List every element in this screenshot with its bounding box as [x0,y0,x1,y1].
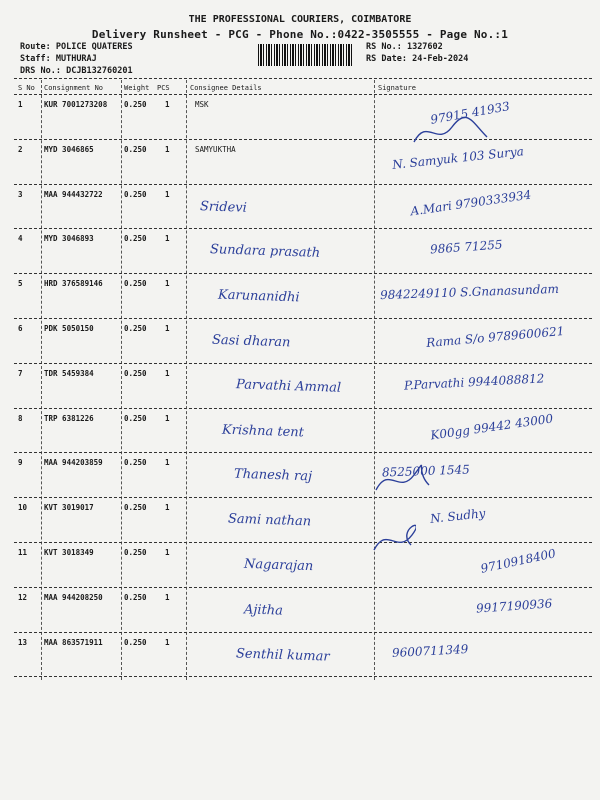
col-divider [41,80,42,680]
row-sno: 8 [18,413,23,423]
row-consignment: MAA 944208250 [44,592,103,602]
row-handwritten-name: Sridevi [199,198,248,216]
row-weight: 0.250 [124,234,147,244]
row-sno: 5 [18,279,23,289]
row-weight: 0.250 [124,592,147,602]
header-rule-top [14,78,592,79]
row-pcs: 1 [165,637,170,647]
signature-scribble [412,112,492,152]
row-weight: 0.250 [124,100,147,109]
row-weight: 0.250 [124,637,147,647]
row-pcs: 1 [165,279,170,289]
row-rule [14,139,592,140]
row-sno: 6 [18,324,23,333]
col-consignee: Consignee Details [190,84,262,92]
row-signature: 9917190936 [475,596,553,616]
row-pcs: 1 [165,234,170,244]
row-handwritten-name: Sasi dharan [211,332,291,351]
row-signature: 9710918400 [479,546,557,576]
row-sno: 13 [18,637,28,647]
col-divider [186,80,187,680]
row-rule [14,497,592,498]
row-pcs: 1 [165,100,170,109]
row-sno: 11 [18,548,28,557]
header-rule-bottom [14,94,592,95]
col-divider [374,80,375,680]
signature-scribble [374,460,434,500]
rs-no-value: 1327602 [406,42,443,52]
route-line: Route: POLICE QUATERES [20,42,133,52]
row-signature: Rama S/o 9789600621 [425,323,565,351]
row-consignment: MAA 944203859 [44,458,103,468]
row-rule [14,587,592,588]
row-pcs: 1 [165,458,170,468]
row-signature: 9865 71255 [429,237,503,257]
row-rule [14,542,592,543]
row-signature: N. Sudhy [429,506,487,527]
row-rule [14,273,592,274]
row-sno: 2 [18,144,23,154]
rs-no-line: RS No.: 1327602 [366,42,443,52]
row-consignee: MSK [195,100,209,109]
row-signature: 97915 41933 [429,99,511,127]
staff-line: Staff: MUTHURAJ [20,54,97,64]
row-handwritten-name: Sundara prasath [209,242,321,262]
row-consignment: PDK 5050150 [44,324,94,333]
row-rule [14,318,592,319]
col-consignment: Consignment No [44,84,104,92]
row-handwritten-name: Thanesh raj [233,467,313,485]
row-sno: 1 [18,100,23,109]
row-sno: 9 [18,458,23,468]
row-rule [14,228,592,229]
row-sno: 12 [18,592,28,602]
row-sno: 10 [18,503,28,513]
barcode [258,44,354,66]
row-sno: 3 [18,189,23,199]
row-consignment: MAA 863571911 [44,637,103,647]
row-pcs: 1 [165,503,170,513]
row-pcs: 1 [165,144,170,154]
signature-scribble [372,520,416,560]
row-consignment: MYD 3046865 [44,144,94,154]
row-rule [14,408,592,409]
row-consignee: SAMYUKTHA [195,144,236,154]
row-weight: 0.250 [124,548,147,557]
rs-date-line: RS Date: 24-Feb-2024 [366,54,469,64]
row-rule [14,632,592,633]
row-signature: 8525000 1545 [381,462,471,480]
row-rule [14,676,592,677]
row-signature: N. Samyuk 103 Surya [391,143,525,172]
col-divider [121,80,122,680]
col-weight: Weight [124,84,150,92]
route-value: POLICE QUATERES [55,42,133,52]
row-consignment: HRD 376589146 [44,279,103,289]
drs-line: DRS No.: DCJB132760201 [20,66,133,76]
row-signature: P.Parvathi 9944088812 [403,371,545,393]
row-handwritten-name: Karunanidhi [217,287,300,306]
row-pcs: 1 [165,368,170,378]
row-consignment: KVT 3018349 [44,548,94,557]
row-weight: 0.250 [124,368,147,378]
row-rule [14,184,592,185]
row-pcs: 1 [165,592,170,602]
row-signature: 9600711349 [391,641,469,660]
row-signature: A.Mari 9790333934 [409,187,533,218]
row-pcs: 1 [165,189,170,199]
row-consignment: MYD 3046893 [44,234,94,244]
row-consignment: TRP 6381226 [44,413,94,423]
row-handwritten-name: Krishna tent [221,422,305,441]
row-weight: 0.250 [124,324,147,333]
row-rule [14,363,592,364]
row-handwritten-name: Parvathi Ammal [235,376,342,396]
col-signature: Signature [378,84,416,92]
row-pcs: 1 [165,413,170,423]
rs-date-value: 24-Feb-2024 [412,54,469,64]
row-pcs: 1 [165,324,170,333]
col-sno: S No [18,84,35,92]
row-sno: 4 [18,234,23,244]
row-signature: 9842249110 S.Gnanasundam [379,282,560,303]
row-weight: 0.250 [124,189,147,199]
row-consignment: MAA 944432722 [44,189,103,199]
col-pcs: PCS [157,84,170,92]
row-weight: 0.250 [124,458,147,468]
company-title: THE PROFESSIONAL COURIERS, COIMBATORE [188,14,412,25]
row-handwritten-name: Ajitha [243,602,284,619]
row-rule [14,452,592,453]
row-consignment: TDR 5459384 [44,368,94,378]
row-consignment: KUR 7001273208 [44,100,108,109]
row-consignment: KVT 3019017 [44,503,94,513]
row-handwritten-name: Sami nathan [227,511,312,530]
row-handwritten-name: Senthil kumar [235,645,330,665]
runsheet-title: Delivery Runsheet - PCG - Phone No.:0422-3505555 - Page No.:1 [91,28,509,41]
drs-value: DCJB132760201 [66,66,133,76]
row-signature: K00gg 99442 43000 [429,411,554,443]
row-weight: 0.250 [124,413,147,423]
row-sno: 7 [18,368,23,378]
row-handwritten-name: Nagarajan [243,556,314,575]
row-weight: 0.250 [124,279,147,289]
row-weight: 0.250 [124,144,147,154]
row-weight: 0.250 [124,503,147,513]
row-pcs: 1 [165,548,170,557]
staff-value: MUTHURAJ [55,54,97,64]
